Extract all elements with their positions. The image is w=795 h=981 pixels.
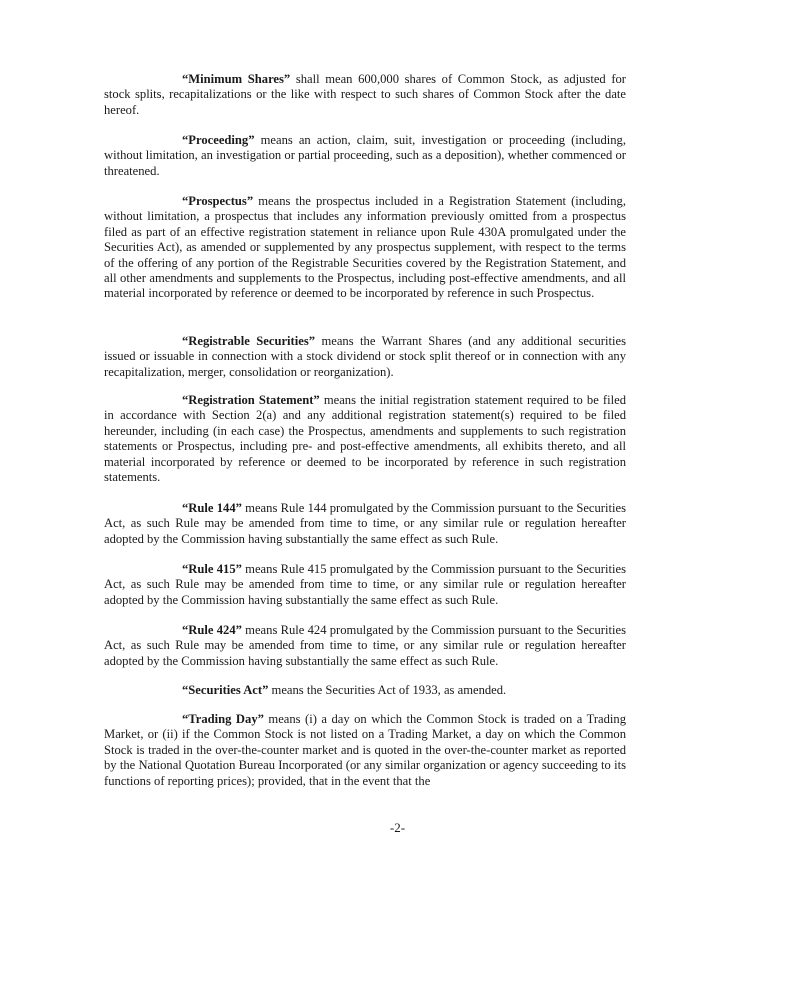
definition-text: means Rule 415 promulgated by the Commission pursuant to the Securities Act, as such Rule may be amended from time to time, or any similar rule or regulation hereafter adopted by the Commission having substantially the same effect as such Rule. (104, 562, 626, 607)
definition-rule-144 (104, 501, 626, 547)
definition-rule-424 (104, 623, 626, 669)
definition-text: means the initial registration statement required to be filed in accordance with Section 2(a) and any additional registration statement(s) required to be filed hereunder, including (in each case) the Prospectus, amendments and supplements to such registration statements or Prospectus, including pre- and post-effective amendments, all exhibits thereto, and all material incorporated by reference or deemed to be incorporated by reference in such registration statements. (104, 393, 626, 485)
definition-text: means the prospectus included in a Registration Statement (including, without limitation, a prospectus that includes any information previously omitted from a prospectus filed as part of an effective registration statement in reliance upon Rule 430A promulgated under the Securities Act), as amended or supplemented by any prospectus supplement, with respect to the terms of the offering of any portion of the Registrable Securities covered by the Registration Statement, and all other amendments and supplements to the Prospectus, including post-effective amendments, and all material incorporated by reference or deemed to be incorporated by reference in such Prospectus. (104, 194, 626, 301)
definition-text: means Rule 144 promulgated by the Commission pursuant to the Securities Act, as such Rule may be amended from time to time, or any similar rule or regulation hereafter adopted by the Commission having substantially the same effect as such Rule. (104, 501, 626, 546)
term: “Rule 424” (182, 623, 242, 637)
term: “Registrable Securities” (182, 334, 316, 348)
page-number: -2- (389, 820, 406, 835)
definition-registration-statement (104, 393, 626, 485)
term: “Proceeding” (182, 133, 255, 147)
definition-securities-act (104, 683, 626, 698)
term: “Trading Day” (182, 712, 264, 726)
term: “Rule 144” (182, 501, 242, 515)
term: “Registration Statement” (182, 393, 320, 407)
term: “Prospectus” (182, 194, 254, 208)
definition-text: means the Warrant Shares (and any additional securities issued or issuable in connection with a stock dividend or stock split thereof or in connection with any recapitalization, merger, consolidation or reorganization). (104, 334, 626, 379)
definition-prospectus (104, 194, 626, 302)
term: “Rule 415” (182, 562, 242, 576)
term: “Securities Act” (182, 683, 269, 697)
definition-registrable-securities (104, 334, 626, 380)
definition-text: means an action, claim, suit, investigation or proceeding (including, without limitation, an investigation or partial proceeding, such as a deposition), whether commenced or threatened. (104, 133, 626, 178)
definition-minimum-shares (104, 72, 626, 118)
definition-trading-day (104, 712, 626, 789)
term: “Minimum Shares” (182, 72, 291, 86)
definition-text: means Rule 424 promulgated by the Commission pursuant to the Securities Act, as such Rule may be amended from time to time, or any similar rule or regulation hereafter adopted by the Commission having substantially the same effect as such Rule. (104, 623, 626, 668)
definition-proceeding (104, 133, 626, 179)
definition-rule-415 (104, 562, 626, 608)
definition-text: means the Securities Act of 1933, as amended. (268, 683, 507, 697)
definition-text: means (i) a day on which the Common Stock is traded on a Trading Market, or (ii) if the Common Stock is not listed on a Trading Market, a day on which the Common Stock is traded in the over-the-counter market and is quoted in the over-the-counter market as reported by the National Quotation Bureau Incorporated (or any similar organization or agency succeeding to its functions of reporting prices); provided, that in the event that the (104, 712, 626, 788)
definition-text: shall mean 600,000 shares of Common Stock, as adjusted for stock splits, recapitalizations or the like with respect to such shares of Common Stock after the date hereof. (104, 72, 627, 117)
